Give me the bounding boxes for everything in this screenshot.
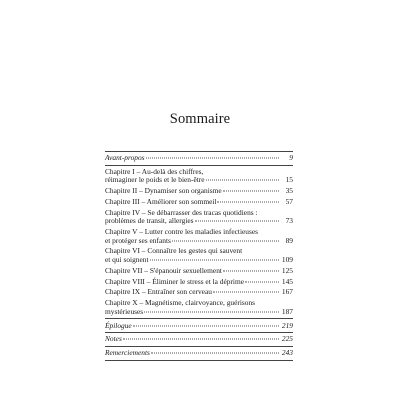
toc-entry bbox=[105, 322, 293, 331]
toc-entry-line bbox=[105, 187, 293, 196]
toc-separator-rule bbox=[105, 332, 293, 333]
toc-page-number: 225 bbox=[281, 334, 293, 344]
dot-leader bbox=[172, 240, 279, 241]
toc-entry-line bbox=[105, 267, 293, 276]
dot-leader bbox=[123, 339, 279, 340]
toc-entry-title: Épilogue bbox=[105, 320, 132, 330]
toc-entry-title: et qui soignent bbox=[105, 255, 149, 265]
toc-entry-title: Chapitre III – Améliorer son sommeil bbox=[105, 196, 217, 206]
toc-separator-rule bbox=[105, 318, 293, 319]
toc-entry-title: Remerciements bbox=[105, 348, 150, 358]
dot-leader bbox=[213, 292, 279, 293]
toc-entry bbox=[105, 299, 293, 316]
toc-entry-title: Chapitre VII – S'épanouir sexuellement bbox=[105, 265, 222, 275]
dot-leader bbox=[206, 180, 279, 181]
toc-entry-line bbox=[105, 349, 293, 358]
toc-page-number: 109 bbox=[281, 255, 293, 265]
toc-bottom-rule bbox=[105, 360, 293, 361]
dot-leader bbox=[245, 281, 279, 282]
toc-entry-line bbox=[105, 335, 293, 344]
toc-entry-line bbox=[105, 198, 293, 207]
toc-page-number: 187 bbox=[281, 306, 293, 316]
toc-entry bbox=[105, 247, 293, 264]
toc-page-number: 57 bbox=[285, 196, 293, 206]
toc-entry-line bbox=[105, 288, 293, 297]
toc-entry-title-line: Chapitre X – Magnétisme, clairvoyance, guérisons bbox=[105, 298, 256, 308]
toc-page-number: 15 bbox=[285, 175, 293, 185]
toc-page-number: 167 bbox=[281, 287, 293, 297]
toc-page-number: 145 bbox=[281, 276, 293, 286]
toc-entry-line bbox=[105, 154, 293, 163]
toc-page-number: 219 bbox=[281, 320, 293, 330]
dot-leader bbox=[133, 325, 279, 326]
toc-page-number: 125 bbox=[281, 265, 293, 275]
toc-entry-line bbox=[105, 176, 293, 185]
toc-entry-line bbox=[105, 322, 293, 331]
toc-page-number: 89 bbox=[285, 235, 293, 245]
dot-leader bbox=[151, 353, 279, 354]
toc-entry-title: réimaginer le poids et le bien-être bbox=[105, 175, 205, 185]
toc-entry-title: Notes bbox=[105, 334, 122, 344]
table-of-contents bbox=[105, 151, 293, 361]
toc-page-number: 73 bbox=[285, 216, 293, 226]
toc-entry bbox=[105, 267, 293, 276]
toc-entry bbox=[105, 288, 293, 297]
dot-leader bbox=[146, 158, 279, 159]
toc-entry-title-line: Chapitre VI – Connaître les gestes qui sauvent bbox=[105, 246, 243, 256]
toc-entry bbox=[105, 168, 293, 185]
toc-entry-title-line: Chapitre I – Au-delà des chiffres, bbox=[105, 166, 204, 176]
toc-page-number: 35 bbox=[285, 186, 293, 196]
toc-entry bbox=[105, 228, 293, 245]
toc-entry bbox=[105, 209, 293, 226]
toc-entry-title-line: Chapitre IV – Se débarrasser des tracas quotidiens : bbox=[105, 207, 258, 217]
toc-entry-title: problèmes de transit, allergies bbox=[105, 216, 194, 226]
dot-leader bbox=[144, 311, 279, 312]
toc-entry-line bbox=[105, 237, 293, 246]
dot-leader bbox=[223, 270, 279, 271]
dot-leader bbox=[195, 221, 279, 222]
toc-page-number: 243 bbox=[281, 348, 293, 358]
toc-entry bbox=[105, 198, 293, 207]
toc-entry-line bbox=[105, 217, 293, 226]
toc-entry bbox=[105, 278, 293, 287]
toc-entry-title: et protéger ses enfants bbox=[105, 235, 171, 245]
page-title: Sommaire bbox=[169, 111, 231, 127]
toc-top-rule bbox=[105, 151, 293, 152]
toc-separator-rule bbox=[105, 346, 293, 347]
toc-page-number: 9 bbox=[289, 153, 293, 162]
toc-entry-title-line: Chapitre V – Lutter contre les maladies infectieuses bbox=[105, 227, 259, 237]
toc-entry bbox=[105, 335, 293, 344]
toc-entry bbox=[105, 187, 293, 196]
toc-entry-title: Chapitre IX – Entraîner son cerveau bbox=[105, 287, 212, 297]
toc-entries bbox=[105, 154, 293, 358]
toc-entry-line bbox=[105, 308, 293, 317]
toc-entry bbox=[105, 349, 293, 358]
toc-separator-rule bbox=[105, 165, 293, 166]
toc-entry-title: Avant-propos bbox=[105, 153, 145, 162]
toc-entry-line bbox=[105, 256, 293, 265]
toc-entry bbox=[105, 154, 293, 163]
dot-leader bbox=[223, 191, 279, 192]
toc-entry-title: Chapitre II – Dynamiser son organisme bbox=[105, 186, 222, 196]
dot-leader bbox=[217, 201, 279, 202]
toc-entry-title: mystérieuses bbox=[105, 306, 144, 316]
toc-entry-line bbox=[105, 278, 293, 287]
toc-entry-title: Chapitre VIII – Éliminer le stress et la déprime bbox=[105, 276, 245, 286]
dot-leader bbox=[150, 260, 279, 261]
